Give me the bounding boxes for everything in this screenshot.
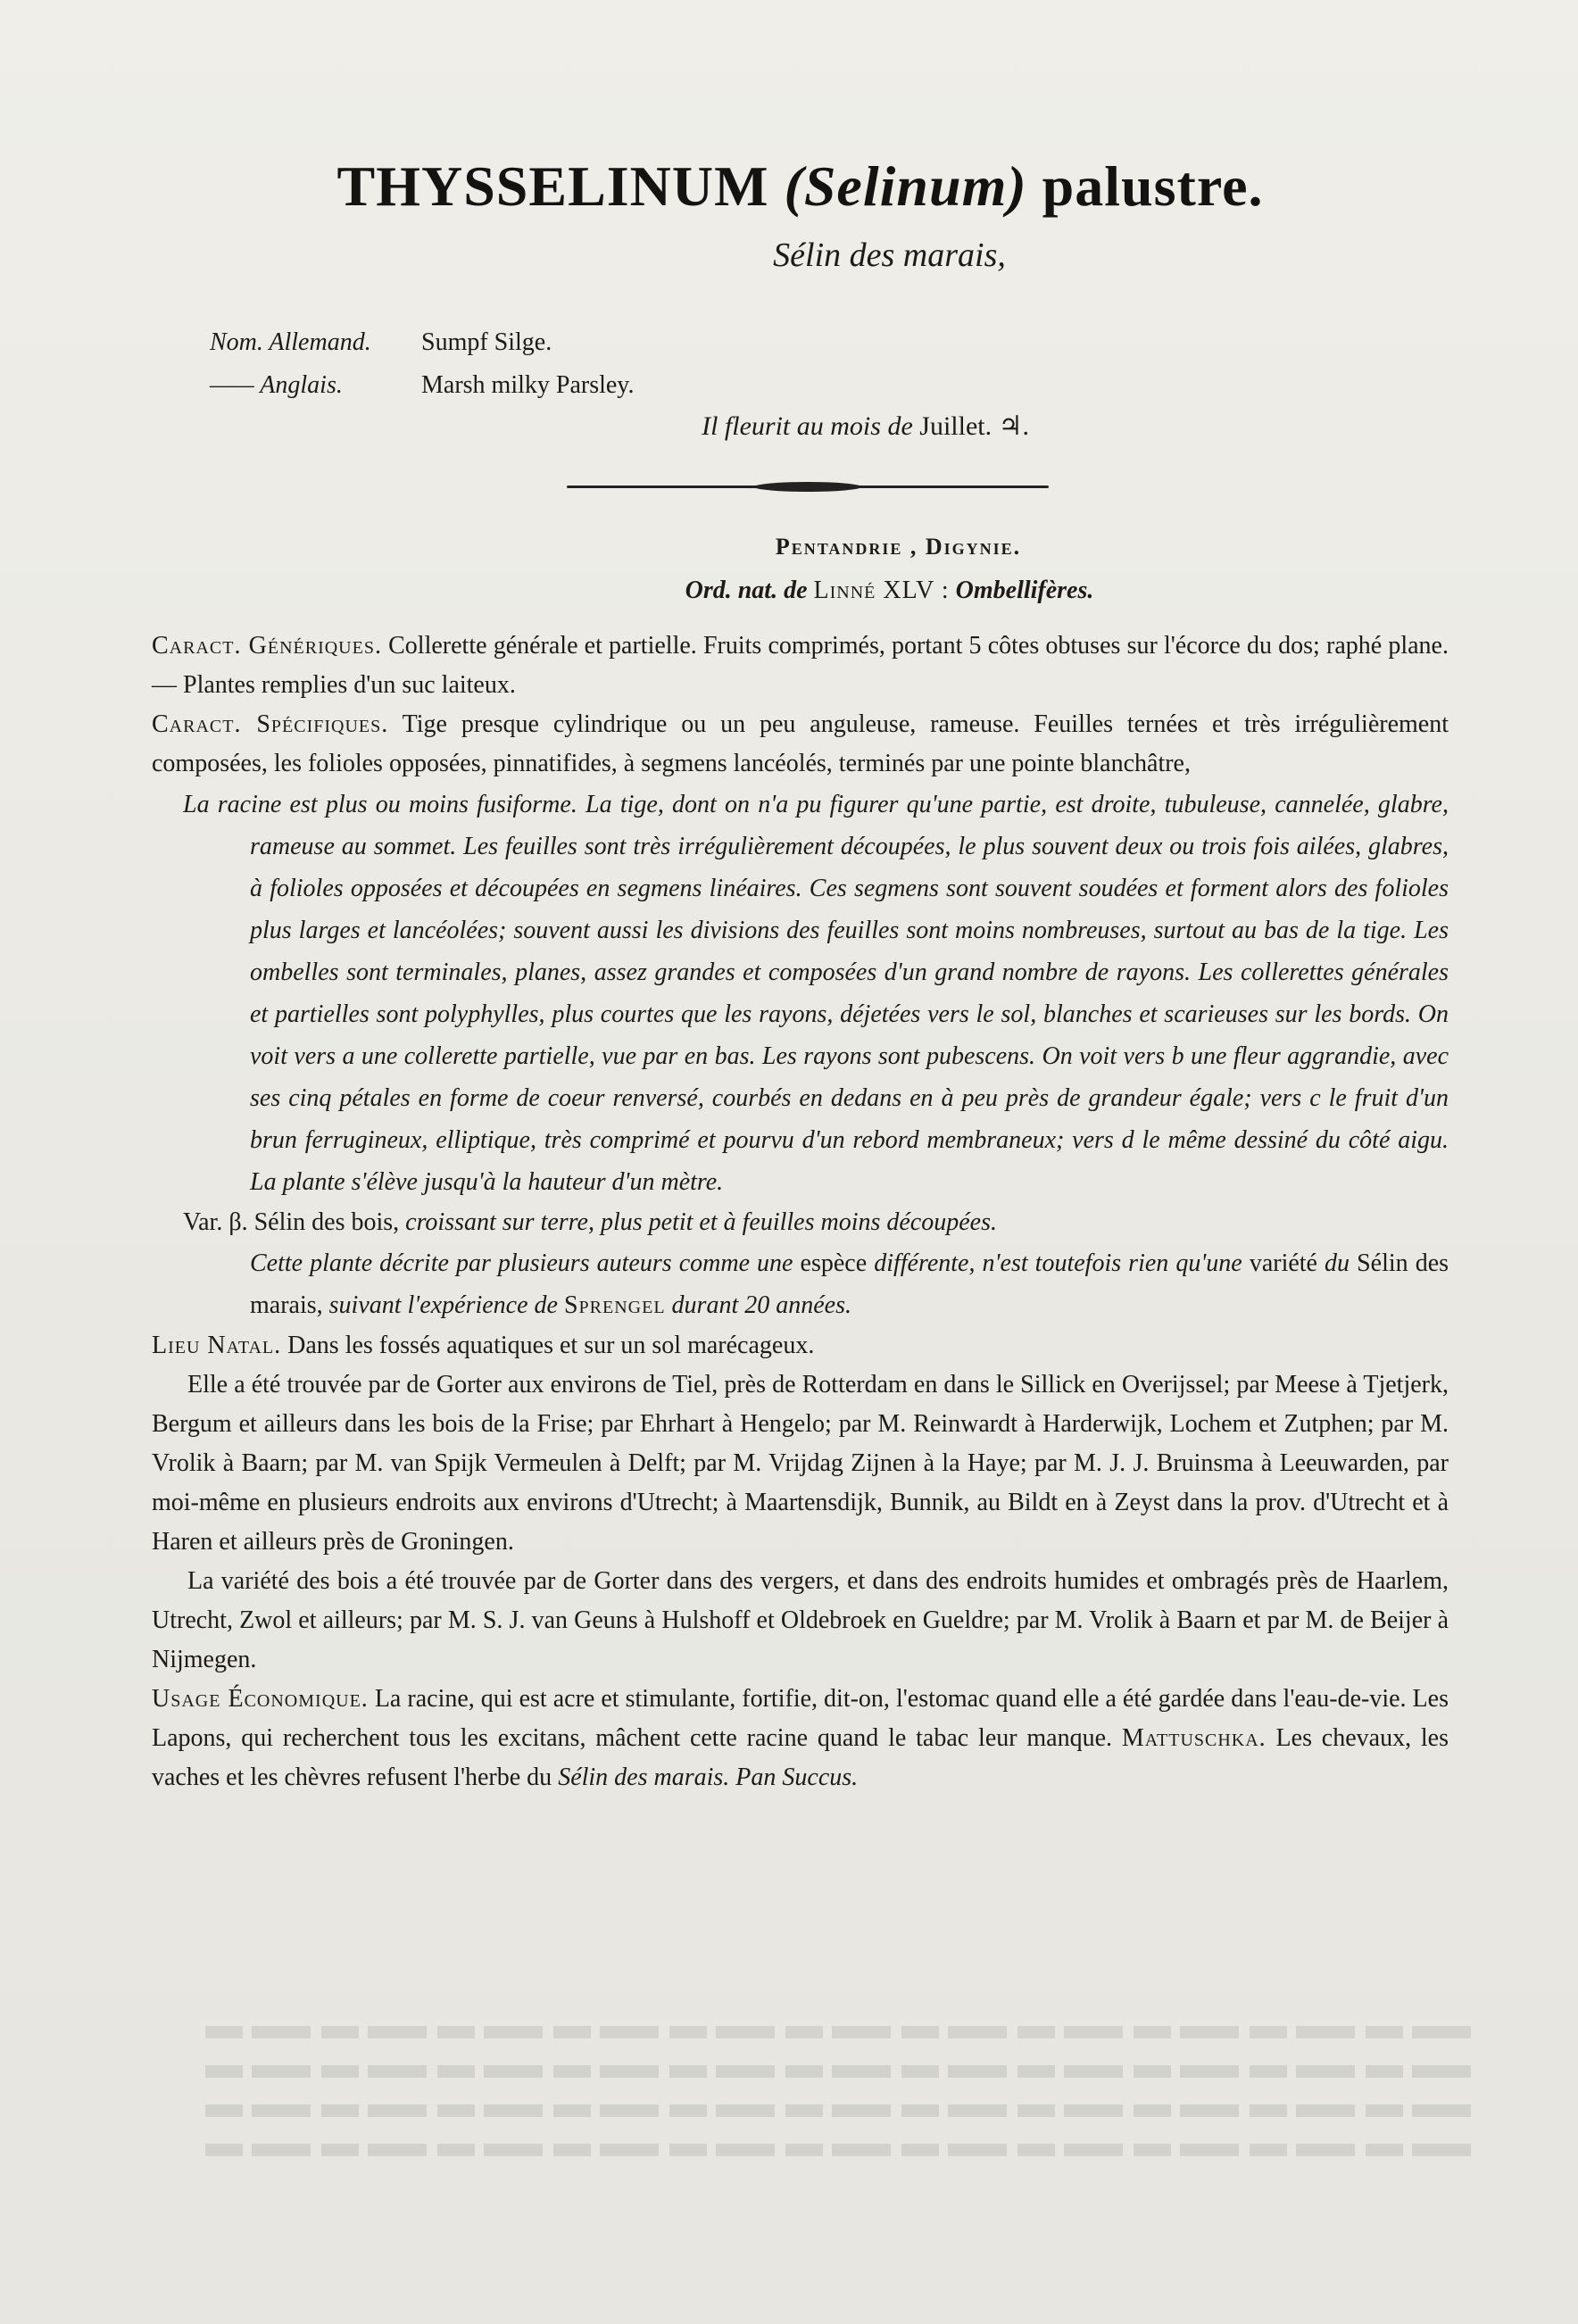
variety-note-g: suivant l'expérience de bbox=[328, 1291, 558, 1319]
habitat-localities: Elle a été trouvée par de Gorter aux environs de Tiel, près de Rotterdam en dans le Sillick en Overijssel; par Meese à Tjetjerk, Bergum et ailleurs dans les bois de la Frise; par Ehrhart à Hengelo; par M. Reinwardt à Harderwijk, Lochem et Zutphen; par M. Vrolik à Baarn; par M. van Spijk Vermeulen à Delft; par M. Vrijdag Zijnen à la Haye; par M. J. J. Bruinsma à Leeuwarden, par moi-même en plusieurs endroits aux environs d'Utrecht; à Maartensdijk, Bunnik, au Bildt en à Zeyst dans la prov. d'Utrecht et à Haren et ailleurs près de Groningen. bbox=[152, 1371, 1449, 1556]
variety-note-b: espèce bbox=[800, 1249, 868, 1277]
name-german-value: Sumpf Silge. bbox=[421, 328, 552, 356]
ornamental-rule bbox=[567, 478, 1049, 496]
usage-label: Usage Économique. bbox=[152, 1685, 369, 1713]
name-english bbox=[152, 364, 1449, 407]
usage-ref: Mattuschka. bbox=[1121, 1724, 1267, 1752]
bleed-through-text bbox=[205, 1999, 1471, 2204]
page-title bbox=[152, 0, 1449, 220]
variety-name: Sélin des bois, bbox=[253, 1208, 400, 1236]
title-genus: THYSSELINUM bbox=[336, 154, 769, 218]
usage-italic: Sélin des marais. Pan Succus. bbox=[558, 1764, 859, 1791]
habitat bbox=[152, 1326, 1449, 1365]
variety-note bbox=[152, 1242, 1449, 1326]
variety-text: croissant sur terre, plus petit et à feuilles moins découpées. bbox=[405, 1208, 997, 1236]
habitat-text: Dans les fossés aquatiques et sur un sol marécageux. bbox=[287, 1332, 815, 1359]
variety-note-c: différente, n'est toutefois rien qu'une bbox=[874, 1249, 1242, 1277]
variety bbox=[152, 1203, 1449, 1242]
name-english-value: Marsh milky Parsley. bbox=[421, 371, 635, 399]
description: La racine est plus ou moins fusiforme. La tige, dont on n'a pu figurer qu'une partie, est droite, tubuleuse, cannelée, glabre, rameuse au sommet. Les feuilles sont très irrégulièrement découpées, le plus souvent deux ou trois fois ailées, glabres, à folioles opposées et découpées en segmens linéaires. Ces segmens sont souvent soudées et forment alors des folioles plus larges et lancéolées; souvent aussi les divisions des feuilles sont moins nombreuses, surtout au bas de la tige. Les ombelles sont terminales, planes, assez grandes et composées d'un grand nombre de rayons. Les collerettes générales et partielles sont polyphylles, plus courtes que les rayons, déjetées vers le sol, blanches et scarieuses sur les bords. On voit vers a une collerette partielle, vue par en bas. Les rayons sont pubescens. On voit vers b une fleur aggrandie, avec ses cinq pétales en forme de coeur renversé, courbés en dedans en à peu près de grandeur égale; vers c le fruit d'un brun ferrugineux, elliptique, très comprimé et pourvu d'un rebord membraneux; vers d le même dessiné du côté aigu. La plante s'élève jusqu'à la hauteur d'un mètre. bbox=[183, 791, 1449, 1196]
flowering-time bbox=[152, 407, 1449, 446]
title-synonym: (Selinum) bbox=[784, 154, 1027, 218]
order-name: Linné XLV : bbox=[813, 577, 950, 604]
variety-note-a: Cette plante décrite par plusieurs auteurs comme une bbox=[250, 1249, 793, 1277]
specific-characters bbox=[152, 705, 1449, 784]
usage-text: La racine, qui est acre et stimulante, fortifie, dit-on, l'estomac quand elle a été gardée dans l'eau-de-vie. Les Lapons, qui recherchent tous les excitans, mâchent cette racine quand le tabac leur manque. bbox=[152, 1685, 1449, 1752]
variety-note-f: Sélin des marais, bbox=[250, 1249, 1449, 1319]
flowering-text: Il fleurit au mois de bbox=[702, 411, 913, 441]
generic-label: Caract. Génériques. bbox=[152, 632, 382, 660]
flowering-month: Juillet. ♃. bbox=[919, 411, 1029, 441]
order-prefix: Ord. nat. de bbox=[685, 577, 808, 604]
linnaean-class: Pentandrie , Digynie. bbox=[775, 534, 1022, 560]
variety-note-d: variété bbox=[1249, 1249, 1317, 1277]
order-family: Ombellifères. bbox=[955, 577, 1094, 604]
natural-order bbox=[152, 577, 1449, 605]
habitat-variety-localities: La variété des bois a été trouvée par de Gorter dans des vergers, et dans des endroits humides et ombragés près de Haarlem, Utrecht, Zwol et ailleurs; par M. S. J. van Geuns à Hulshoff et Oldebroek en Gueldre; par M. Vrolik à Baarn et par M. de Beijer à Nijmegen. bbox=[152, 1567, 1449, 1673]
variety-note-h: Sprengel bbox=[563, 1291, 666, 1319]
variety-note-e: du bbox=[1325, 1249, 1350, 1277]
name-german-label: Nom. Allemand. bbox=[210, 328, 371, 356]
habitat-label: Lieu Natal. bbox=[152, 1332, 282, 1359]
economic-usage bbox=[152, 1680, 1449, 1797]
generic-characters bbox=[152, 627, 1449, 705]
name-german bbox=[152, 321, 1449, 364]
name-english-label: —— Anglais. bbox=[210, 371, 343, 399]
generic-text: Collerette générale et partielle. Fruits comprimés, portant 5 côtes obtuses sur l'écorce du dos; raphé plane. — Plantes remplies d'un suc laiteux. bbox=[152, 632, 1449, 699]
specific-text: Tige presque cylindrique ou un peu anguleuse, rameuse. Feuilles ternées et très irrégulièrement composées, les folioles opposées, pinnatifides, à segmens lancéolés, terminés par une pointe blanchâtre, bbox=[152, 710, 1449, 777]
subtitle: Sélin des marais, bbox=[773, 237, 1006, 274]
variety-note-i: durant 20 années. bbox=[671, 1291, 851, 1319]
title-species: palustre. bbox=[1042, 154, 1264, 218]
variety-label: Var. β. bbox=[183, 1208, 248, 1236]
usage-text2: Les chevaux, les vaches et les chèvres refusent l'herbe du bbox=[152, 1724, 1449, 1791]
text-body bbox=[152, 627, 1449, 1797]
vernacular-names bbox=[152, 321, 1449, 407]
specific-label: Caract. Spécifiques. bbox=[152, 710, 389, 738]
